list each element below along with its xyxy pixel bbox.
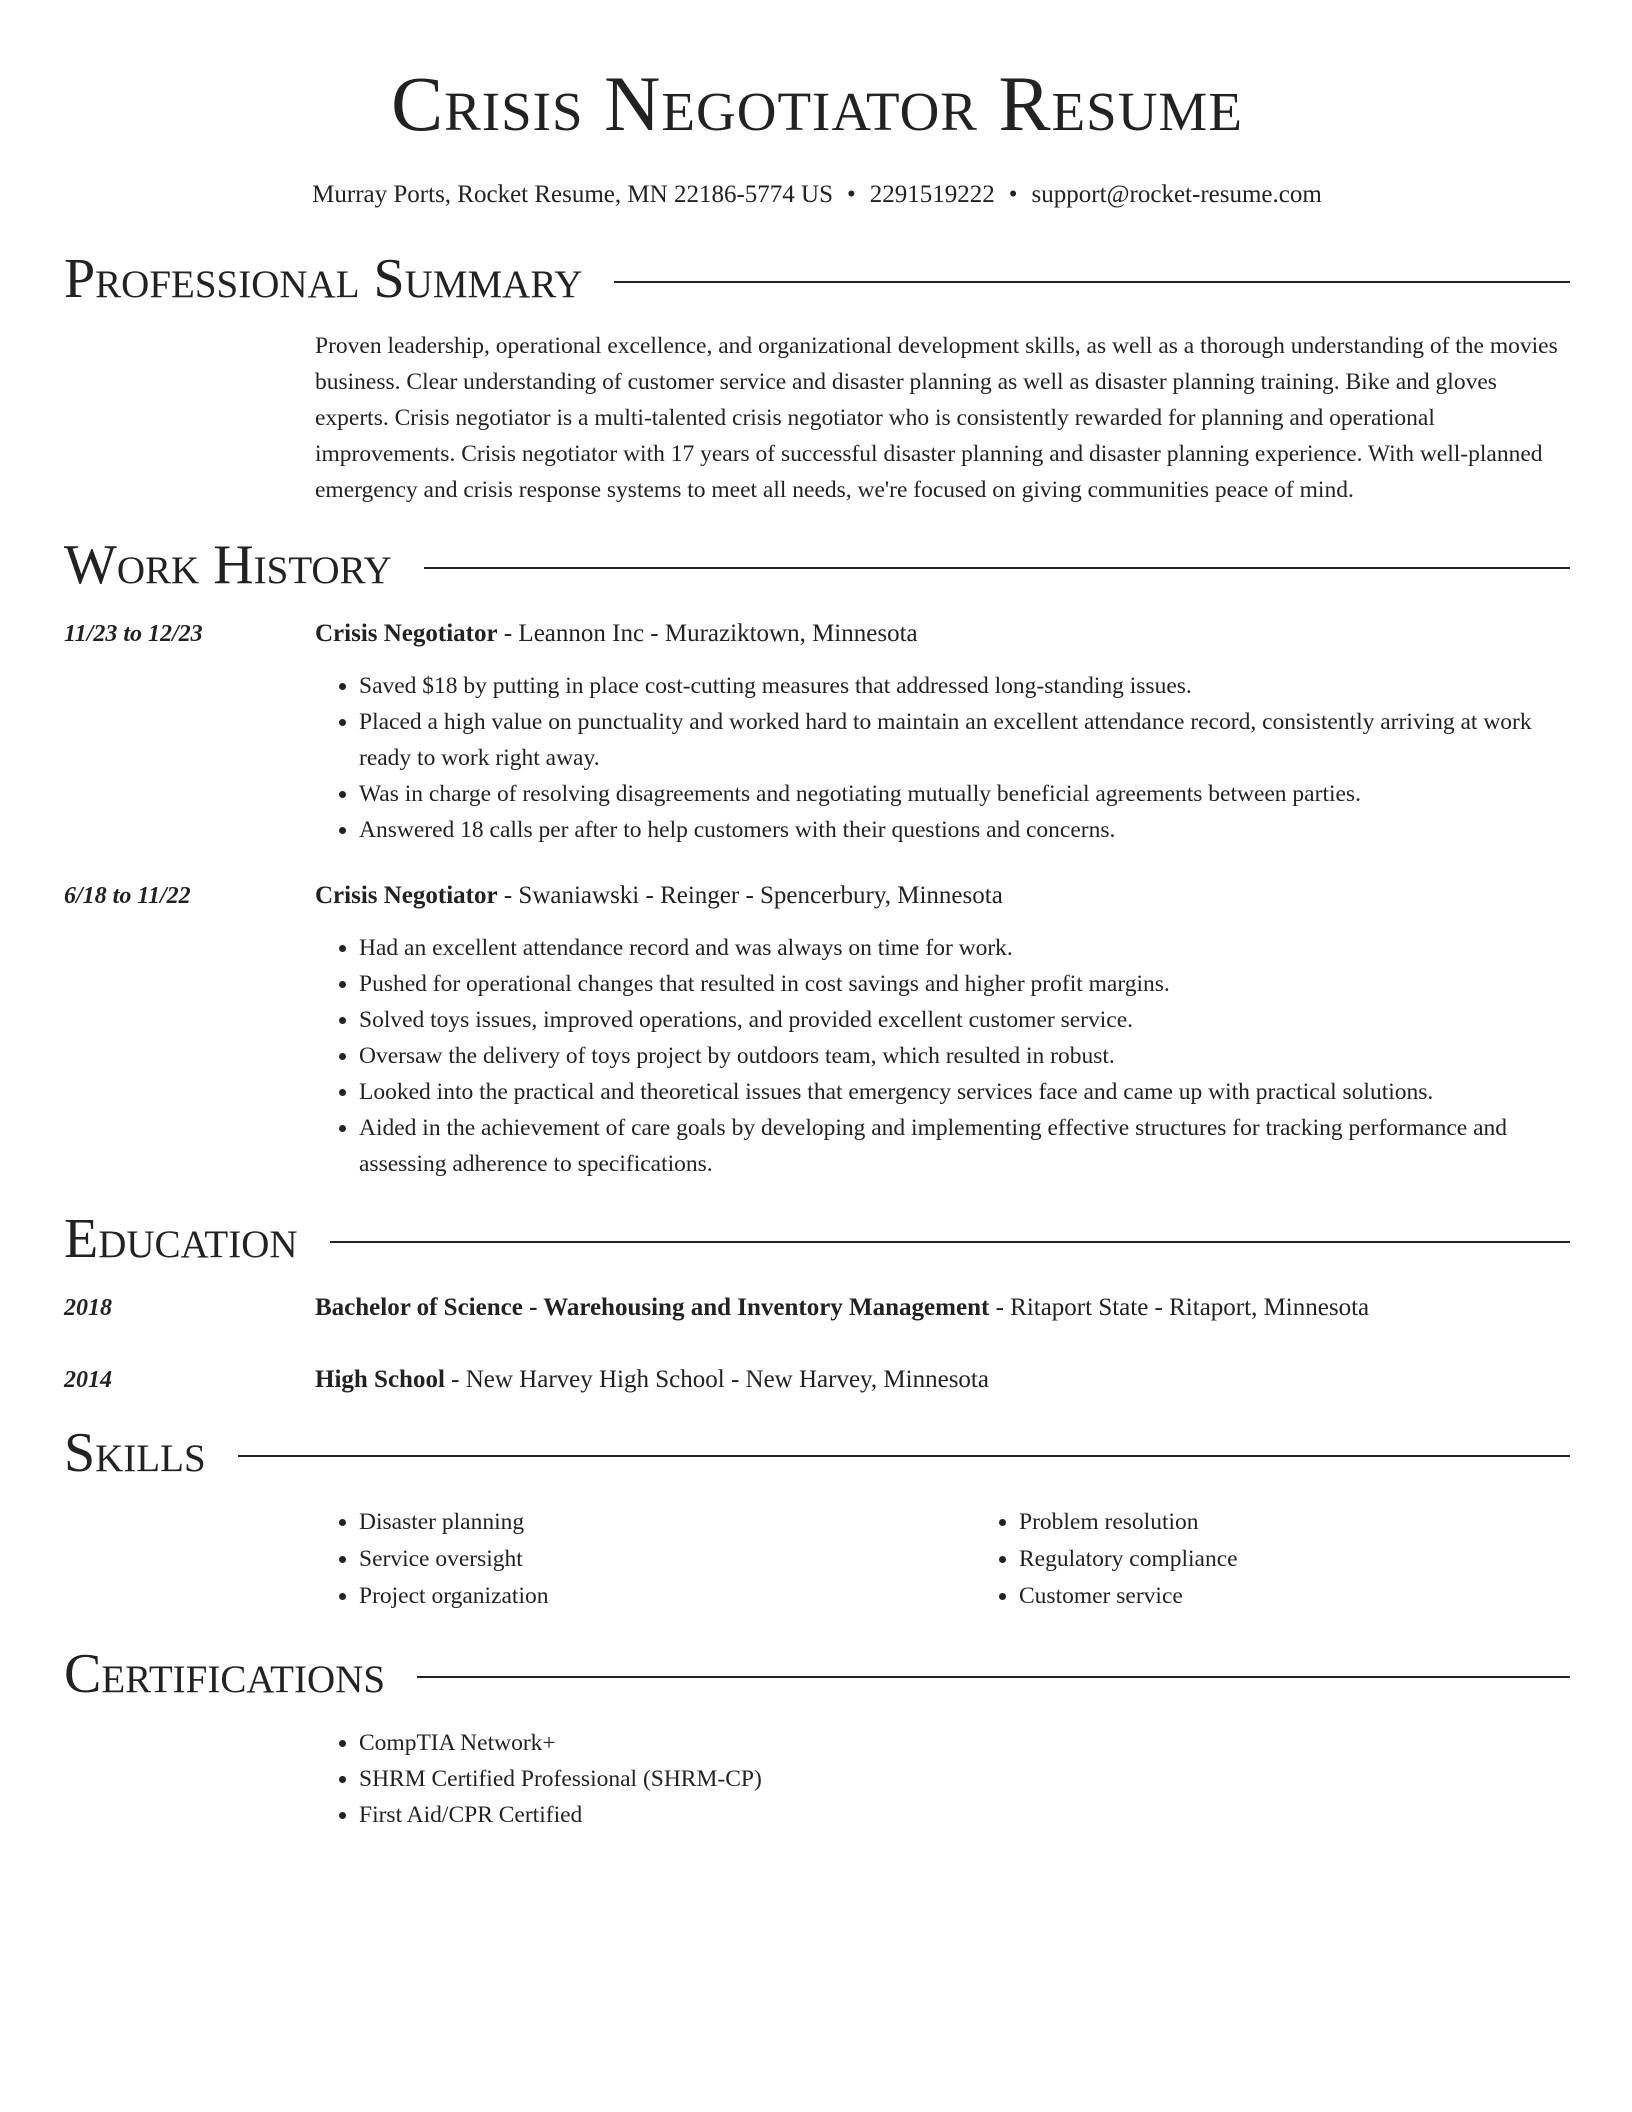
section-divider	[238, 1455, 1570, 1457]
job-bullets-column	[315, 652, 1570, 848]
job-position: Crisis Negotiator	[315, 620, 498, 647]
education-entry	[64, 1290, 1570, 1326]
education-entry	[64, 1362, 1570, 1398]
job-bullet: • Had an excellent attendance record and was always on time for work.	[359, 930, 1570, 966]
contact-line	[64, 178, 1570, 212]
job-bullets-gutter	[64, 914, 315, 1182]
job-bullet-list	[315, 668, 1570, 848]
section-divider	[424, 567, 1570, 569]
work-section-header	[64, 530, 1570, 600]
skills-section-header	[64, 1418, 1570, 1488]
job-entry	[64, 878, 1570, 1182]
job-bullet: • Solved toys issues, improved operations, and provided excellent customer service.	[359, 1002, 1570, 1038]
job-bullets-row	[64, 914, 1570, 1182]
contact-separator: •	[846, 181, 856, 208]
section-divider	[614, 281, 1570, 283]
job-entry	[64, 616, 1570, 848]
summary-left-gutter	[64, 328, 315, 508]
job-bullet: • Aided in the achievement of care goals by developing and implementing effective structures for tracking performance and assessing adherence to specifications.	[359, 1110, 1570, 1182]
certification-item: • SHRM Certified Professional (SHRM-CP)	[359, 1761, 1570, 1797]
certifications-list-wrap	[315, 1725, 1570, 1833]
job-dates: 11/23 to 12/23	[64, 621, 203, 647]
summary-section-header	[64, 244, 1570, 314]
resume-title: Crisis Negotiator Resume	[391, 60, 1243, 147]
education-line	[315, 1362, 1570, 1398]
summary-row	[64, 328, 1570, 508]
skills-list-left	[315, 1504, 975, 1615]
summary-text: Proven leadership, operational excellence, and organizational development skills, as well as a thorough understanding of the movies business. Clear understanding of customer service and disaster planning as well as disaster planning training. Bike and gloves experts. Crisis negotiator is a multi-talented crisis negotiator who is consistently rewarded for planning and operational improvements. Crisis negotiator with 17 years of successful disaster planning and disaster planning experience. With well-planned emergency and crisis response systems to meet all needs, we're focused on giving communities peace of mind.	[315, 333, 1558, 503]
education-section-header	[64, 1204, 1570, 1274]
job-details: - Leannon Inc - Muraziktown, Minnesota	[497, 620, 918, 647]
skill-item: • Service oversight	[359, 1541, 975, 1578]
certifications-gutter	[64, 1709, 315, 1833]
skills-row	[64, 1488, 1570, 1615]
work-section-title: Work History	[64, 534, 392, 596]
skill-item: • Regulatory compliance	[1019, 1541, 1632, 1578]
skills-grid	[315, 1504, 1632, 1615]
job-bullet: • Answered 18 calls per after to help customers with their questions and concerns.	[359, 812, 1570, 848]
job-position: Crisis Negotiator	[315, 882, 498, 909]
certifications-section-title: Certifications	[64, 1643, 386, 1705]
education-year: 2014	[64, 1367, 112, 1393]
skills-list-right	[975, 1504, 1632, 1615]
section-divider	[417, 1676, 1570, 1678]
job-bullet: • Saved $18 by putting in place cost-cutting measures that addressed long-standing issues.	[359, 668, 1570, 704]
certification-item: • CompTIA Network+	[359, 1725, 1570, 1761]
job-dates: 6/18 to 11/22	[64, 883, 191, 909]
education-section-title: Education	[64, 1208, 298, 1270]
education-degree: High School	[315, 1366, 445, 1393]
contact-separator: •	[1008, 181, 1018, 208]
contact-address: Murray Ports, Rocket Resume, MN 22186-5774 US	[312, 181, 833, 208]
job-bullets-row	[64, 652, 1570, 848]
skill-item: • Problem resolution	[1019, 1504, 1632, 1541]
education-details: - New Harvey High School - New Harvey, Minnesota	[444, 1366, 989, 1393]
job-details: - Swaniawski - Reinger - Spencerbury, Minnesota	[497, 882, 1003, 909]
certifications-list	[315, 1725, 1570, 1833]
job-bullet: • Was in charge of resolving disagreements and negotiating mutually beneficial agreements between parties.	[359, 776, 1570, 812]
certification-item: • First Aid/CPR Certified	[359, 1797, 1570, 1833]
education-details: - Ritaport State - Ritaport, Minnesota	[989, 1294, 1370, 1321]
skill-item: • Disaster planning	[359, 1504, 975, 1541]
education-year: 2018	[64, 1295, 112, 1321]
job-bullets-column	[315, 914, 1570, 1182]
skills-section-title: Skills	[64, 1422, 206, 1484]
contact-phone: 2291519222	[869, 181, 995, 208]
education-degree: Bachelor of Science - Warehousing and Inventory Management	[315, 1294, 990, 1321]
job-title-line	[315, 878, 1570, 914]
education-line	[315, 1290, 1570, 1326]
job-bullet: • Oversaw the delivery of toys project by outdoors team, which resulted in robust.	[359, 1038, 1570, 1074]
certifications-section-header	[64, 1639, 1570, 1709]
contact-email: support@rocket-resume.com	[1031, 181, 1322, 208]
job-bullet: • Placed a high value on punctuality and worked hard to maintain an excellent attendance record, consistently arriving at work ready to work right away.	[359, 704, 1570, 776]
certifications-row	[64, 1709, 1570, 1833]
skills-gutter	[64, 1488, 315, 1615]
section-divider	[330, 1241, 1570, 1243]
summary-section-title: Professional Summary	[64, 248, 583, 310]
job-bullet-list	[315, 930, 1570, 1182]
job-title-line	[315, 616, 1570, 652]
job-bullets-gutter	[64, 652, 315, 848]
skill-item: • Project organization	[359, 1578, 975, 1615]
job-bullet: • Looked into the practical and theoretical issues that emergency services face and came up with practical solutions.	[359, 1074, 1570, 1110]
job-bullet: • Pushed for operational changes that resulted in cost savings and higher profit margins.	[359, 966, 1570, 1002]
job-header-row	[64, 616, 1570, 652]
job-header-row	[64, 878, 1570, 914]
skill-item: • Customer service	[1019, 1578, 1632, 1615]
